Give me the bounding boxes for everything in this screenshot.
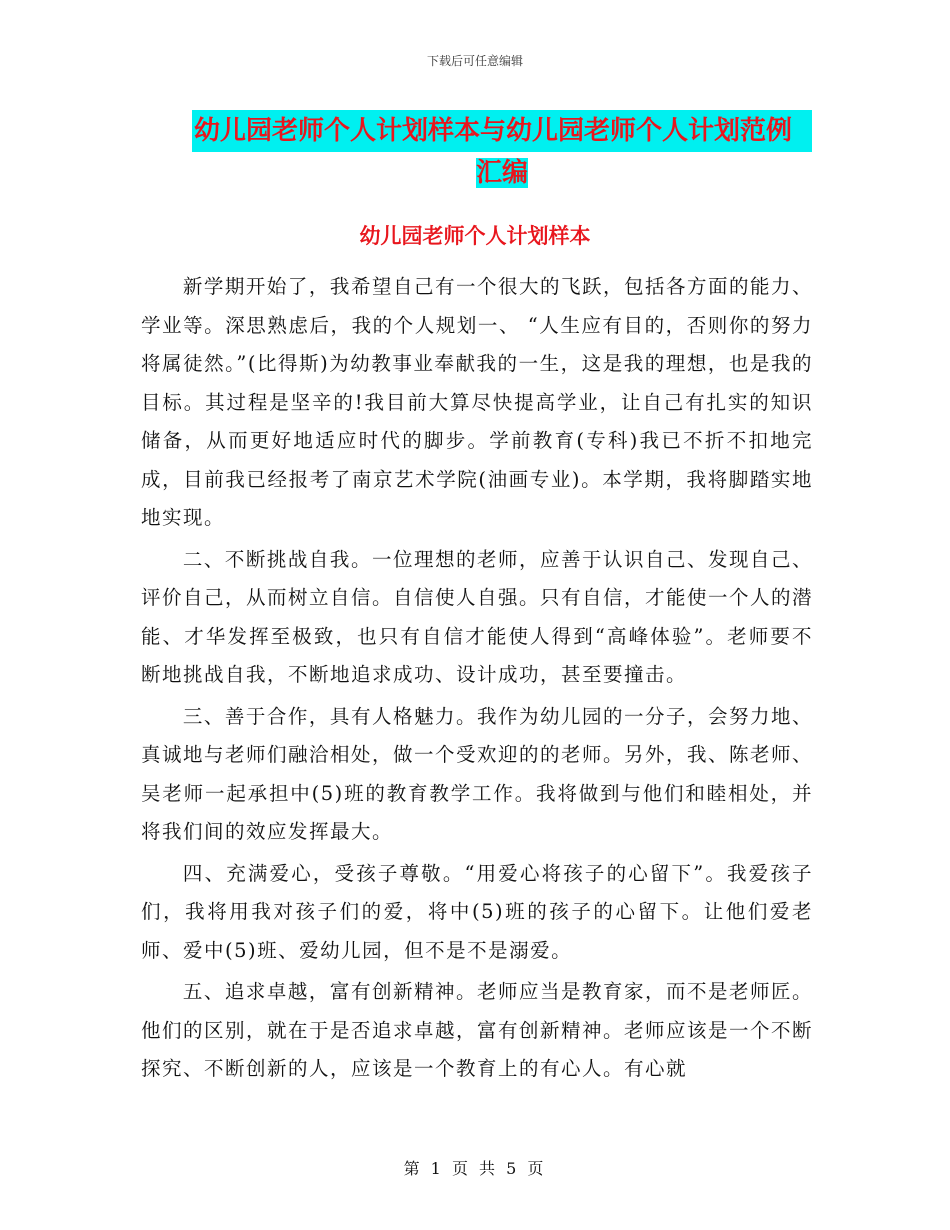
header-note: 下载后可任意编辑 <box>426 54 523 68</box>
body-text <box>141 268 813 1092</box>
page-number: 第 1 页 共 5 页 <box>403 1159 547 1178</box>
paragraph-3: 三、善于合作，具有人格魅力。我作为幼儿园的一分子，会努力地、真诚地与老师们融洽相处，做一个受欢迎的的老师。另外，我、陈老师、吴老师一起承担中(5)班的教育教学工作。我将做到与他们和睦相处，并将我们间的效应发挥最大。 <box>141 704 814 843</box>
paragraph-2: 二、不断挑战自我。一位理想的老师，应善于认识自己、发现自己、评价自己，从而树立自信。自信使人自强。只有自信，才能使一个人的潜能、才华发挥至极致，也只有自信才能使人得到“高峰体验”。老师要不断地挑战自我，不断地追求成功、设计成功，甚至要撞击。 <box>141 547 814 686</box>
document-title-line2: 汇编 <box>475 158 528 188</box>
paragraph-1: 新学期开始了，我希望自己有一个很大的飞跃，包括各方面的能力、学业等。深思熟虑后，我的个人规划一、 “人生应有目的，否则你的努力将属徒然。”(比得斯)为幼教事业奉献我的一生，这是我的理想，也是我的目标。其过程是坚辛的!我目前大算尽快提高学业，让自己有扎实的知识储备，从而更好地适应时代的脚步。学前教育(专科)我已不折不扣地完成，目前我已经报考了南京艺术学院(油画专业)。本学期，我将脚踏实地地实现。 <box>141 275 813 529</box>
document-title-line1: 幼儿园老师个人计划样本与幼儿园老师个人计划范例 <box>192 110 812 152</box>
document-title <box>192 110 812 194</box>
document-title-line2-wrap <box>192 152 812 194</box>
section-title: 幼儿园老师个人计划样本 <box>359 224 591 248</box>
paragraph-5: 五、追求卓越，富有创新精神。老师应当是教育家，而不是老师匠。他们的区别，就在于是否追求卓越，富有创新精神。老师应该是一个不断探究、不断创新的人，应该是一个教育上的有心人。有心就 <box>141 980 814 1080</box>
paragraph-4: 四、充满爱心，受孩子尊敬。“用爱心将孩子的心留下”。我爱孩子们，我将用我对孩子们的爱，将中(5)班的孩子的心留下。让他们爱老师、爱中(5)班、爱幼儿园，但不是不是溺爱。 <box>141 861 813 962</box>
